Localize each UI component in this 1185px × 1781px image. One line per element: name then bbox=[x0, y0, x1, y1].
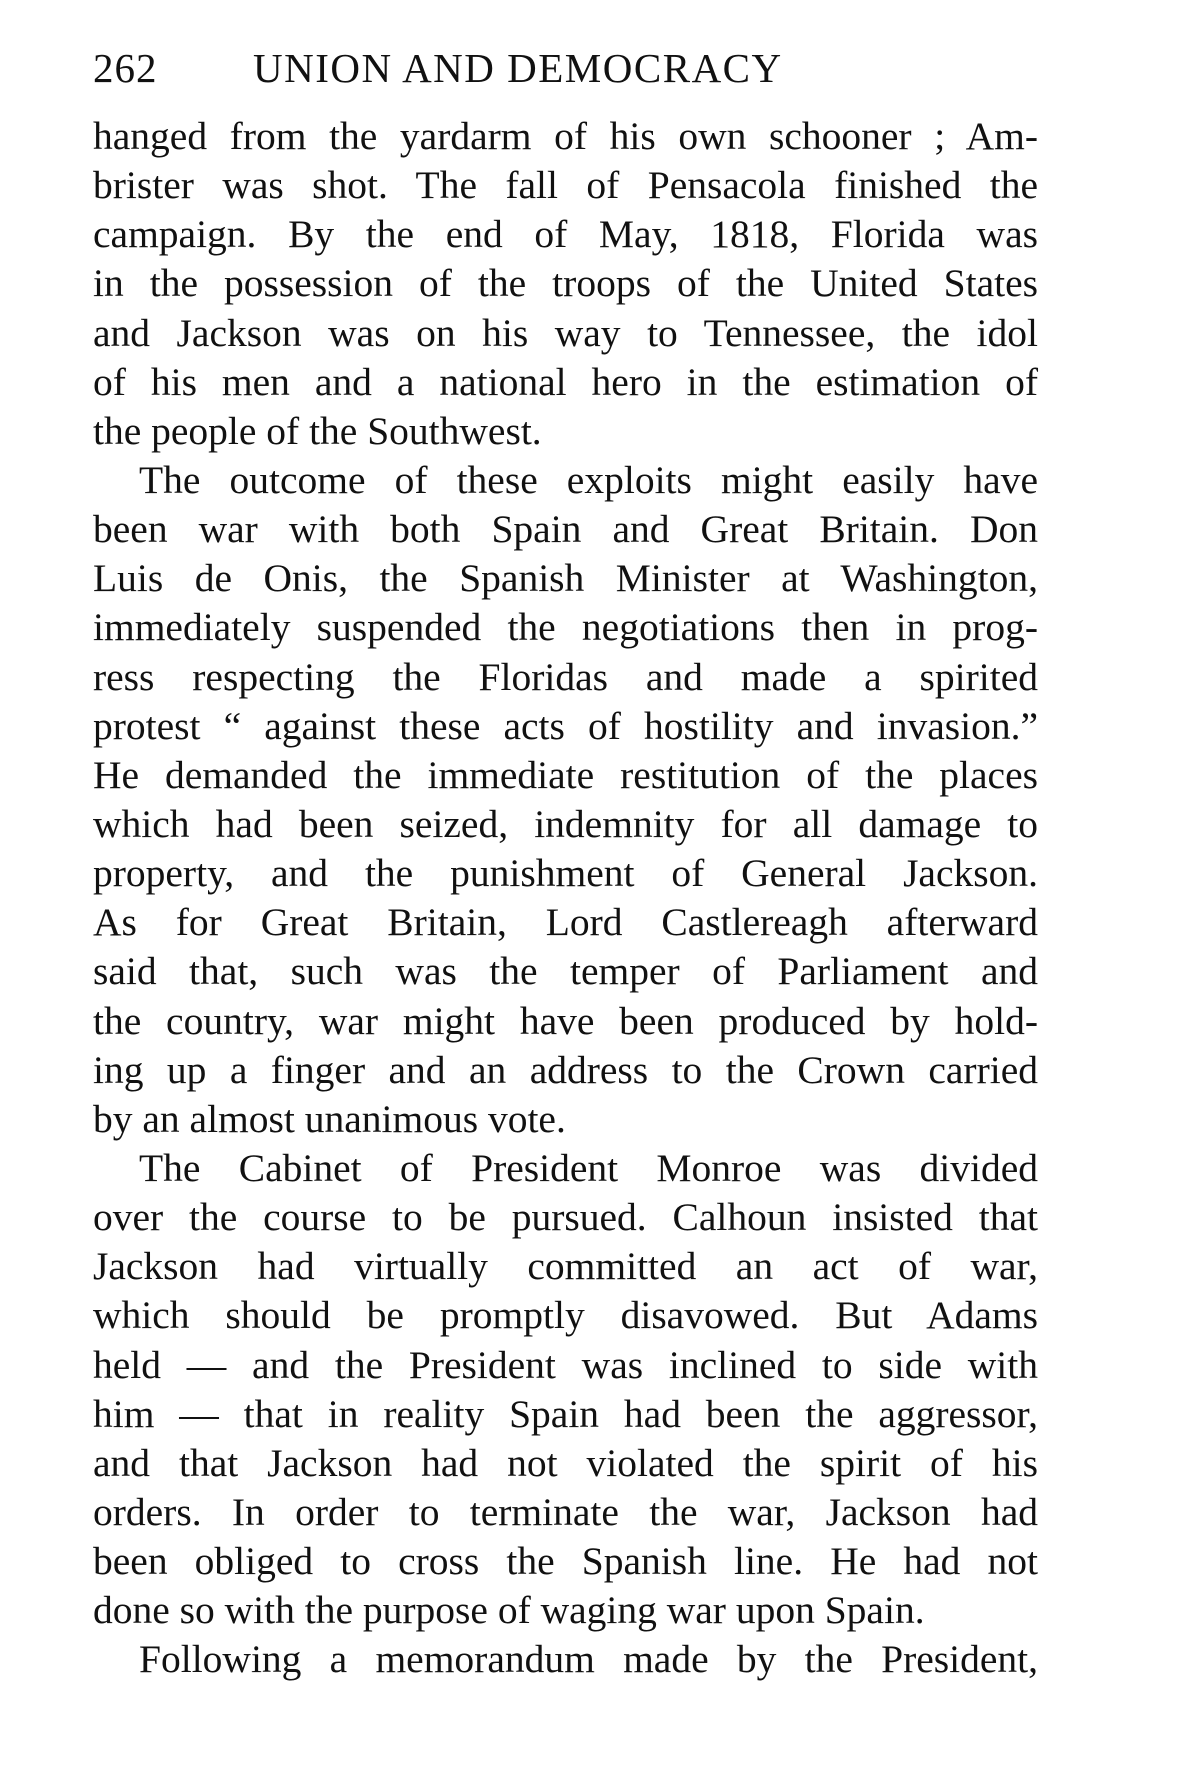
text-line: and that Jackson had not violated the spirit of his bbox=[93, 1440, 1038, 1485]
text-line: by an almost unanimous vote. bbox=[93, 1096, 566, 1141]
text-line: As for Great Britain, Lord Castlereagh afterward bbox=[93, 900, 1038, 945]
text-line: ing up a finger and an address to the Crown carried bbox=[93, 1047, 1038, 1092]
text-line: ress respecting the Floridas and made a spirited bbox=[93, 654, 1038, 699]
text-line: The Cabinet of President Monroe was divided bbox=[139, 1145, 1038, 1190]
text-line: him — that in reality Spain had been the aggressor, bbox=[93, 1391, 1038, 1436]
running-head bbox=[93, 36, 1038, 100]
text-line: protest “ against these acts of hostility and invasion.” bbox=[93, 703, 1038, 748]
text-line: brister was shot. The fall of Pensacola finished the bbox=[93, 163, 1038, 208]
text-line: been obliged to cross the Spanish line. He had not bbox=[93, 1539, 1038, 1584]
text-line: campaign. By the end of May, 1818, Florida was bbox=[93, 212, 1038, 257]
paragraph bbox=[93, 1635, 1038, 1684]
text-line: the people of the Southwest. bbox=[93, 408, 542, 453]
paragraph bbox=[93, 1144, 1038, 1635]
text-line: which had been seized, indemnity for all damage to bbox=[93, 801, 1038, 846]
text-line: and Jackson was on his way to Tennessee, the idol bbox=[93, 310, 1038, 355]
page-number: 262 bbox=[93, 45, 158, 91]
text-line: He demanded the immediate restitution of the places bbox=[93, 752, 1038, 797]
paragraph bbox=[93, 456, 1038, 1144]
book-page bbox=[93, 36, 1038, 1685]
text-line: held — and the President was inclined to side with bbox=[93, 1342, 1038, 1387]
text-line: over the course to be pursued. Calhoun insisted that bbox=[93, 1195, 1038, 1240]
text-line: done so with the purpose of waging war upon Spain. bbox=[93, 1588, 925, 1633]
text-line: been war with both Spain and Great Britain. Don bbox=[93, 507, 1038, 552]
text-line: hanged from the yardarm of his own schooner ; Am- bbox=[93, 114, 1038, 158]
text-line: Following a memorandum made by the President, bbox=[139, 1637, 1038, 1682]
body-text bbox=[93, 112, 1038, 1685]
text-line: which should be promptly disavowed. But Adams bbox=[93, 1293, 1038, 1338]
text-line: of his men and a national hero in the estimation of bbox=[93, 359, 1038, 404]
paragraph bbox=[93, 112, 1038, 456]
text-line: Luis de Onis, the Spanish Minister at Washington, bbox=[93, 556, 1038, 601]
text-line: The outcome of these exploits might easily have bbox=[139, 457, 1038, 502]
running-title: UNION AND DEMOCRACY bbox=[253, 45, 783, 91]
text-line: the country, war might have been produced by hold- bbox=[93, 998, 1038, 1043]
text-line: in the possession of the troops of the United States bbox=[93, 261, 1038, 306]
text-line: property, and the punishment of General Jackson. bbox=[93, 851, 1038, 896]
text-line: immediately suspended the negotiations then in prog- bbox=[93, 605, 1038, 650]
text-line: said that, such was the temper of Parliament and bbox=[93, 949, 1038, 994]
text-line: Jackson had virtually committed an act of war, bbox=[93, 1244, 1038, 1289]
text-line: orders. In order to terminate the war, Jackson had bbox=[93, 1489, 1038, 1534]
